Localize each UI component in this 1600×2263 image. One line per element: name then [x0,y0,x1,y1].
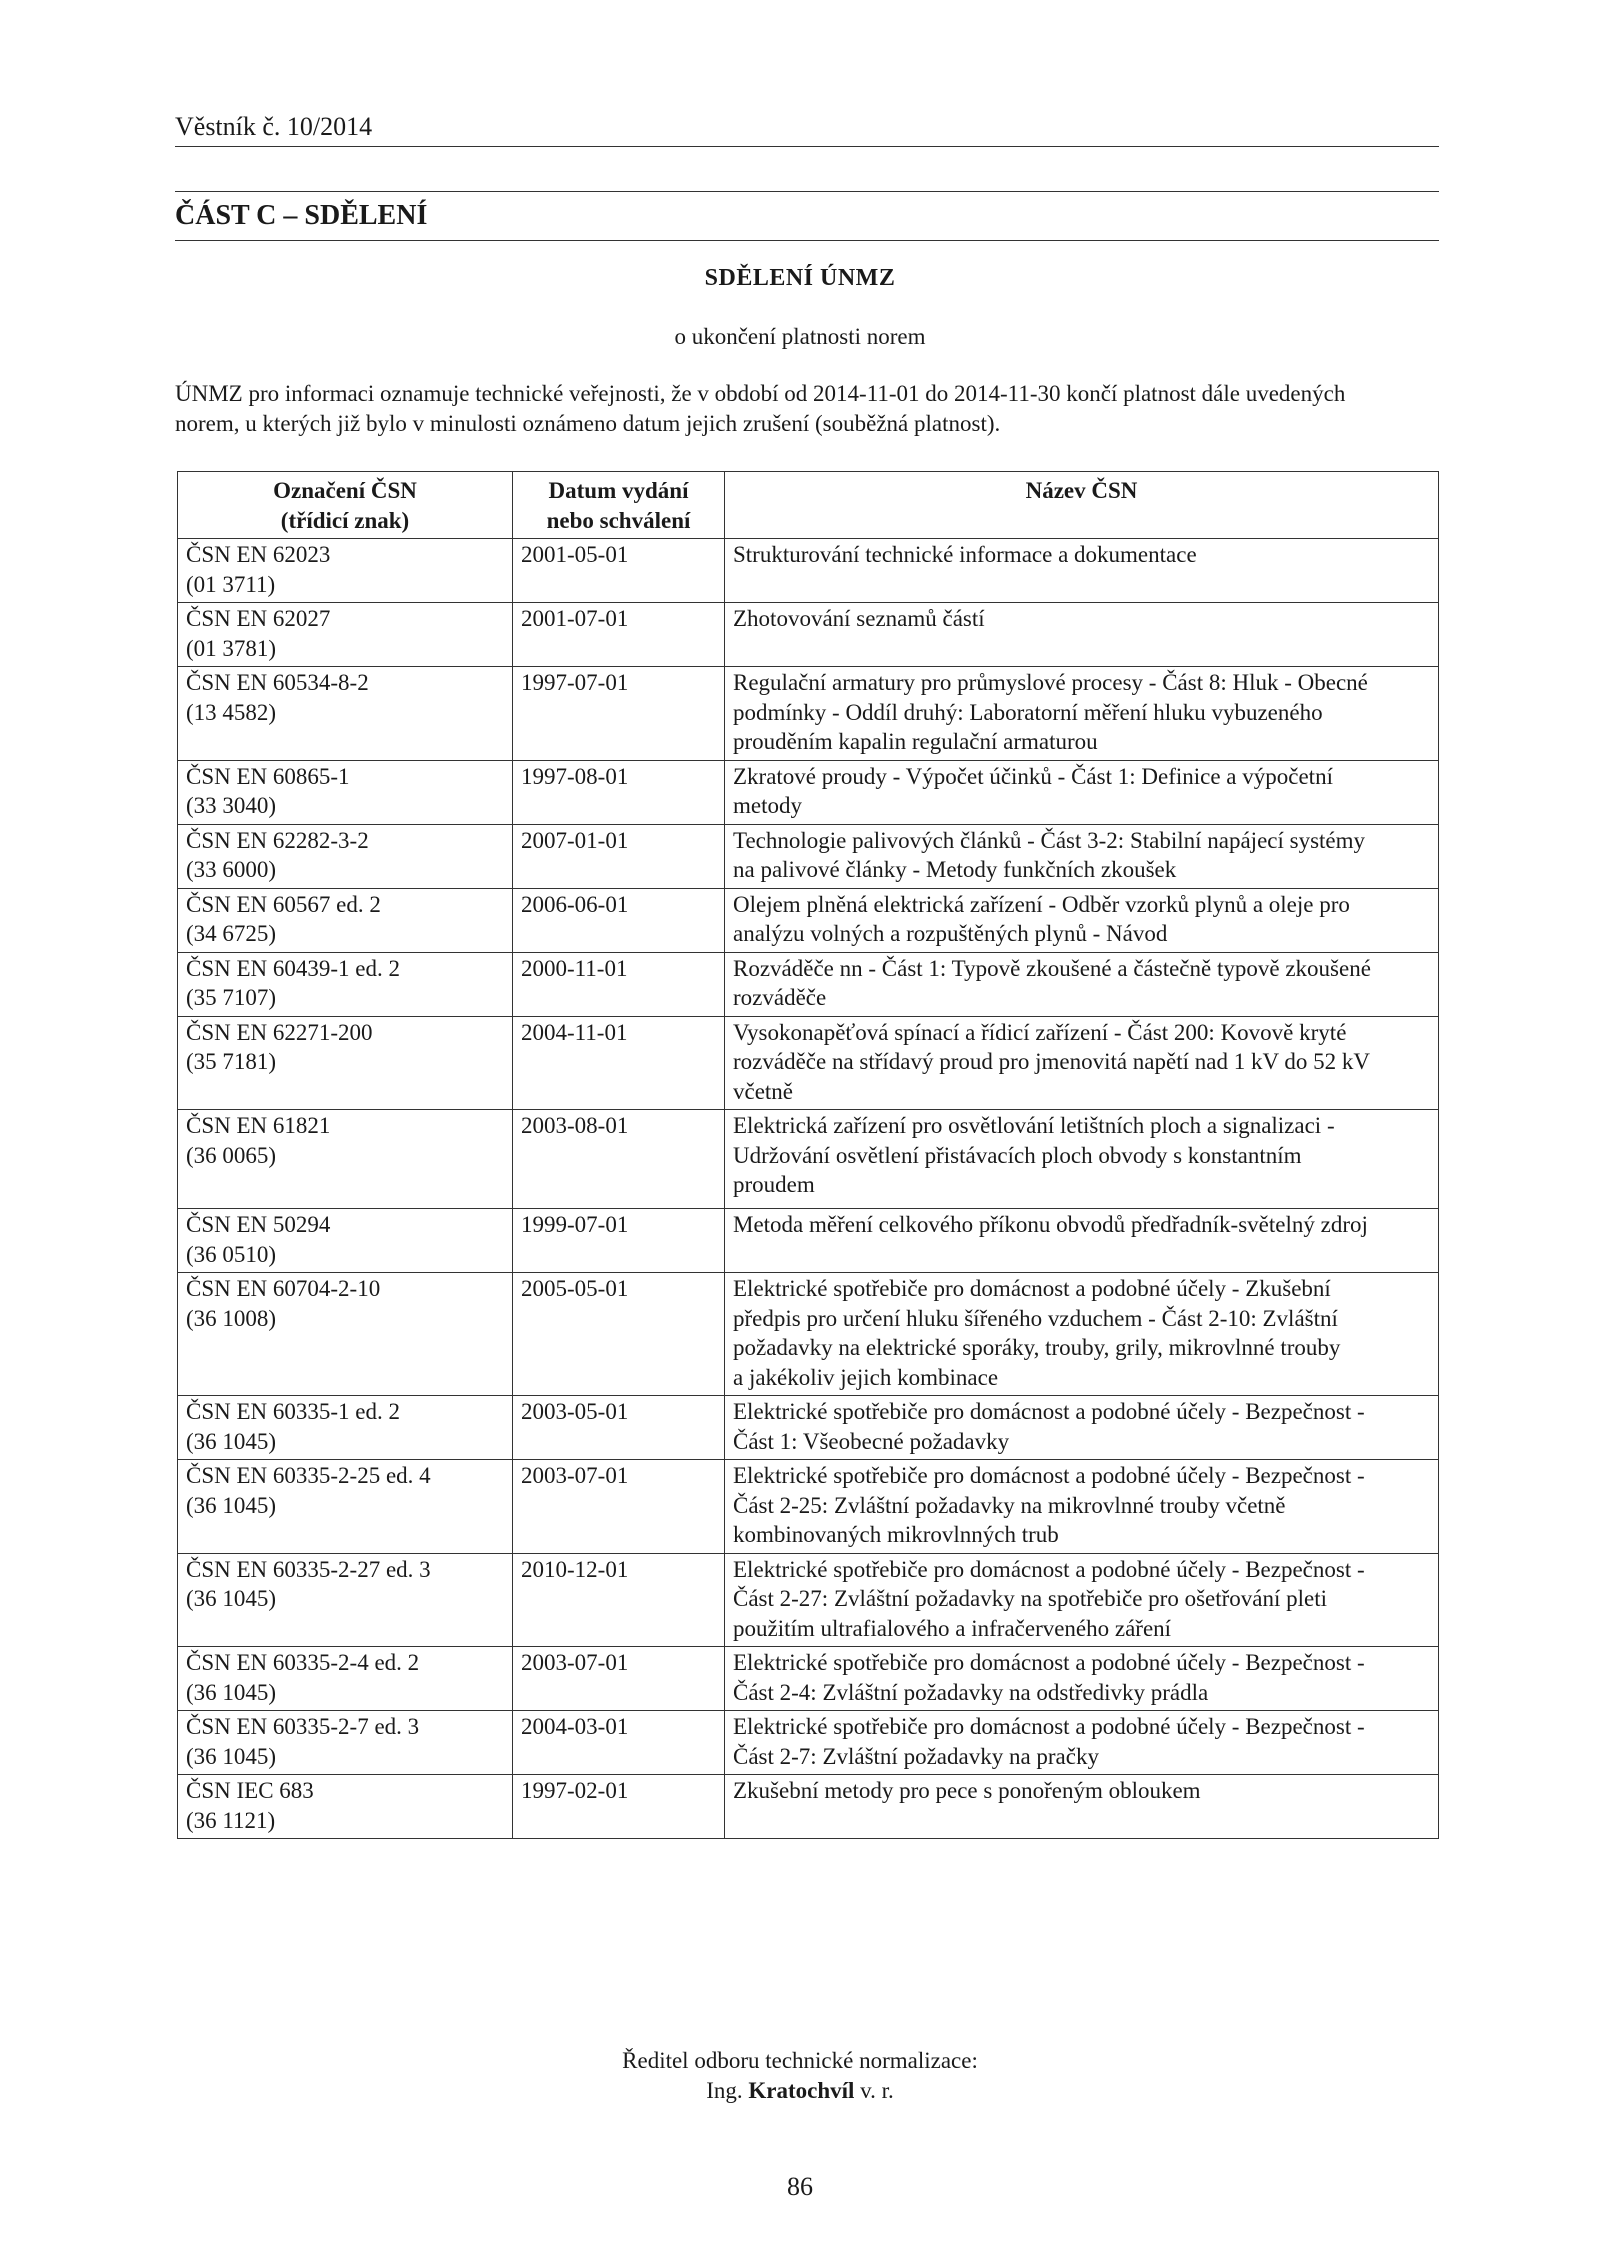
norm-title-line: Regulační armatury pro průmyslové procesy - Část 8: Hluk - Obecné [733,670,1368,695]
norm-code: ČSN EN 60335-2-25 ed. 4 [186,1463,431,1488]
table-row [178,667,1439,761]
norm-title-line: na palivové články - Metody funkčních zkoušek [733,857,1177,882]
designation-cell [178,1273,513,1396]
designation-cell [178,1209,513,1273]
norm-class: (36 1045) [186,1492,277,1518]
title-cell [725,1110,1439,1209]
signature-block [0,2046,1600,2106]
table-row [178,1647,1439,1711]
table-body [178,539,1439,1839]
column-header-name [725,472,1439,539]
title-cell [725,1209,1439,1273]
norms-table [177,471,1439,1839]
header-label: nebo schválení [546,507,691,533]
norm-title-line: a jakékoliv jejich kombinace [733,1364,999,1390]
norm-title-line: Zkratové proudy - Výpočet účinků - Část 1: Definice a výpočetní [733,763,1333,789]
title-cell [725,824,1439,888]
title-cell [725,1273,1439,1396]
norm-title-line: Elektrické spotřebiče pro domácnost a podobné účely - Bezpečnost - [733,1556,1365,1582]
norm-class: (35 7107) [186,985,277,1010]
table-header-row [178,472,1439,539]
date-cell: 2004-03-01 [513,1711,725,1775]
title-cell [725,1775,1439,1839]
designation-cell [178,667,513,761]
norm-title-line: použitím ultrafialového a infračerveného záření [733,1615,1172,1641]
signature-role: Ředitel odboru technické normalizace: [622,2048,978,2073]
date-cell: 2003-05-01 [513,1396,725,1460]
norm-code: ČSN EN 60335-2-27 ed. 3 [186,1556,431,1582]
norm-title-line: Elektrické spotřebiče pro domácnost a podobné účely - Bezpečnost - [733,1463,1365,1488]
page-number: 86 [787,2172,813,2201]
norm-class: (36 1045) [186,1679,277,1705]
norm-title-line: rozváděče [733,985,827,1010]
date-cell: 1999-07-01 [513,1209,725,1273]
title-cell [725,1553,1439,1647]
intro-line: ÚNMZ pro informaci oznamuje technické veřejnosti, že v období od 2014-11-01 do 2014-11-30 končí platnost dále uvedených [175,381,1346,406]
norm-class: (33 6000) [186,857,277,882]
header-label: Označení ČSN [273,478,417,503]
norm-code: ČSN EN 60335-2-7 ed. 3 [186,1714,420,1739]
date-cell: 2001-05-01 [513,539,725,603]
norm-title-line: Část 2-7: Zvláštní požadavky na pračky [733,1743,1099,1769]
norm-class: (36 0510) [186,1241,277,1267]
norm-title-line: včetně [733,1078,794,1104]
header-label: (třídicí znak) [280,507,410,533]
norm-title-line: Elektrická zařízení pro osvětlování letištních ploch a signalizaci - [733,1113,1335,1138]
designation-cell [178,760,513,824]
designation-cell [178,824,513,888]
table-row [178,888,1439,952]
norm-code: ČSN EN 60704-2-10 [186,1276,381,1301]
norm-code: ČSN EN 50294 [186,1212,331,1237]
norm-code: ČSN EN 60567 ed. 2 [186,891,381,917]
norm-class: (34 6725) [186,921,277,946]
norm-class: (01 3711) [186,571,276,597]
designation-cell [178,603,513,667]
table-row [178,539,1439,603]
norm-title-line: Elektrické spotřebiče pro domácnost a podobné účely - Bezpečnost - [733,1399,1365,1424]
title-cell [725,760,1439,824]
norm-class: (36 1045) [186,1743,277,1769]
norm-title-line: požadavky na elektrické sporáky, trouby, grily, mikrovlnné trouby [733,1335,1341,1360]
date-cell: 2010-12-01 [513,1553,725,1647]
designation-cell [178,888,513,952]
date-cell: 2004-11-01 [513,1016,725,1110]
norm-title-line: rozváděče na střídavý proud pro jmenovitá napětí nad 1 kV do 52 kV [733,1049,1371,1074]
norm-class: (33 3040) [186,793,277,818]
date-cell: 1997-08-01 [513,760,725,824]
running-head: Věstník č. 10/2014 [175,112,373,141]
norm-title-line: Olejem plněná elektrická zařízení - Odběr vzorků plynů a oleje pro [733,891,1350,917]
section-rule-top [175,191,1439,192]
signature-name: Kratochvíl [748,2078,855,2103]
table-row [178,1016,1439,1110]
table-row [178,824,1439,888]
signature-suffix: v. r. [860,2078,894,2103]
designation-cell [178,1775,513,1839]
table-row [178,603,1439,667]
title-cell [725,1711,1439,1775]
norm-title-line: Elektrické spotřebiče pro domácnost a podobné účely - Zkušební [733,1276,1331,1301]
norm-code: ČSN EN 60335-1 ed. 2 [186,1399,401,1424]
signature-prefix: Ing. [706,2078,743,2103]
norm-code: ČSN EN 62027 [186,606,331,631]
norm-title-line: Vysokonapěťová spínací a řídicí zařízení - Část 200: Kovově kryté [733,1019,1347,1045]
intro-line: norem, u kterých již bylo v minulosti oznámeno datum jejich zrušení (souběžná platnost). [175,411,1001,436]
notice-title: SDĚLENÍ ÚNMZ [704,265,896,291]
signature-name-line [0,2076,1600,2106]
table-row [178,1711,1439,1775]
table-row [178,1110,1439,1209]
table-row [178,1273,1439,1396]
norm-title-line: Technologie palivových článků - Část 3-2: Stabilní napájecí systémy [733,827,1366,853]
title-cell [725,1460,1439,1554]
norm-code: ČSN EN 60534-8-2 [186,670,369,695]
norm-title-line: Elektrické spotřebiče pro domácnost a podobné účely - Bezpečnost - [733,1714,1365,1739]
date-cell: 2003-07-01 [513,1460,725,1554]
designation-cell [178,1553,513,1647]
norm-title-line: proudem [733,1172,815,1197]
date-cell: 2005-05-01 [513,1273,725,1396]
norm-title-line: Část 2-4: Zvláštní požadavky na odstředivky prádla [733,1679,1209,1705]
norm-title-line: podmínky - Oddíl druhý: Laboratorní měření hluku vybuzeného [733,699,1323,725]
norm-title-line: Část 2-25: Zvláštní požadavky na mikrovlnné trouby včetně [733,1492,1286,1518]
norm-code: ČSN EN 62282-3-2 [186,827,369,853]
table-row [178,1775,1439,1839]
date-cell: 2001-07-01 [513,603,725,667]
table-row [178,952,1439,1016]
title-cell [725,1016,1439,1110]
intro-paragraph [175,379,1439,439]
column-header-designation [178,472,513,539]
norm-code: ČSN EN 60865-1 [186,763,350,789]
norm-title-line: metody [733,793,802,818]
designation-cell [178,1110,513,1209]
norm-code: ČSN EN 62271-200 [186,1019,373,1045]
header-label: Název ČSN [1025,478,1138,503]
norm-class: (36 1008) [186,1305,277,1331]
norm-code: ČSN EN 62023 [186,542,331,567]
norm-title-line: prouděním kapalin regulační armaturou [733,729,1098,754]
norm-title-line: Strukturování technické informace a dokumentace [733,542,1197,567]
table-row [178,1553,1439,1647]
norm-class: (36 0065) [186,1142,277,1168]
date-cell: 2000-11-01 [513,952,725,1016]
norm-code: ČSN IEC 683 [186,1778,314,1803]
norm-code: ČSN EN 61821 [186,1113,331,1138]
designation-cell [178,1396,513,1460]
title-cell [725,603,1439,667]
norm-class: (36 1121) [186,1807,276,1833]
title-cell [725,539,1439,603]
norm-class: (35 7181) [186,1049,277,1074]
norm-title-line: Zkušební metody pro pece s ponořeným obloukem [733,1778,1201,1803]
norm-title-line: předpis pro určení hluku šířeného vzduchem - Část 2-10: Zvláštní [733,1305,1338,1331]
norm-title-line: Zhotovování seznamů částí [733,606,985,631]
norm-class: (36 1045) [186,1428,277,1454]
norm-title-line: Část 2-27: Zvláštní požadavky na spotřebiče pro ošetřování pleti [733,1586,1328,1611]
header-label: Datum vydání [548,478,689,503]
designation-cell [178,1460,513,1554]
date-cell: 2003-08-01 [513,1110,725,1209]
norm-title-line: Část 1: Všeobecné požadavky [733,1428,1010,1454]
designation-cell [178,1016,513,1110]
title-cell [725,888,1439,952]
designation-cell [178,952,513,1016]
designation-cell [178,539,513,603]
notice-subtitle: o ukončení platnosti norem [674,324,926,349]
norm-class: (13 4582) [186,699,277,725]
title-cell [725,667,1439,761]
norm-title-line: kombinovaných mikrovlnných trub [733,1522,1059,1547]
table-row [178,1209,1439,1273]
norm-class: (01 3781) [186,635,277,661]
date-cell: 2006-06-01 [513,888,725,952]
norm-title-line: Metoda měření celkového příkonu obvodů předřadník-světelný zdroj [733,1212,1368,1237]
designation-cell [178,1647,513,1711]
norm-title-line: analýzu volných a rozpuštěných plynů - Návod [733,921,1168,946]
header-rule [175,146,1439,147]
norm-code: ČSN EN 60335-2-4 ed. 2 [186,1650,420,1675]
table-row [178,1460,1439,1554]
norm-title-line: Rozváděče nn - Část 1: Typově zkoušené a částečně typově zkoušené [733,955,1371,981]
title-cell [725,952,1439,1016]
date-cell: 1997-07-01 [513,667,725,761]
date-cell: 2003-07-01 [513,1647,725,1711]
norm-title-line: Udržování osvětlení přistávacích ploch obvody s konstantním [733,1142,1302,1168]
title-cell [725,1396,1439,1460]
title-cell [725,1647,1439,1711]
date-cell: 1997-02-01 [513,1775,725,1839]
table-row [178,760,1439,824]
norm-code: ČSN EN 60439-1 ed. 2 [186,955,401,981]
designation-cell [178,1711,513,1775]
norm-class: (36 1045) [186,1586,277,1611]
column-header-date [513,472,725,539]
section-title: ČÁST C – SDĚLENÍ [175,200,428,231]
norm-title-line: Elektrické spotřebiče pro domácnost a podobné účely - Bezpečnost - [733,1650,1365,1675]
section-rule-bottom [175,240,1439,241]
date-cell: 2007-01-01 [513,824,725,888]
table-row [178,1396,1439,1460]
